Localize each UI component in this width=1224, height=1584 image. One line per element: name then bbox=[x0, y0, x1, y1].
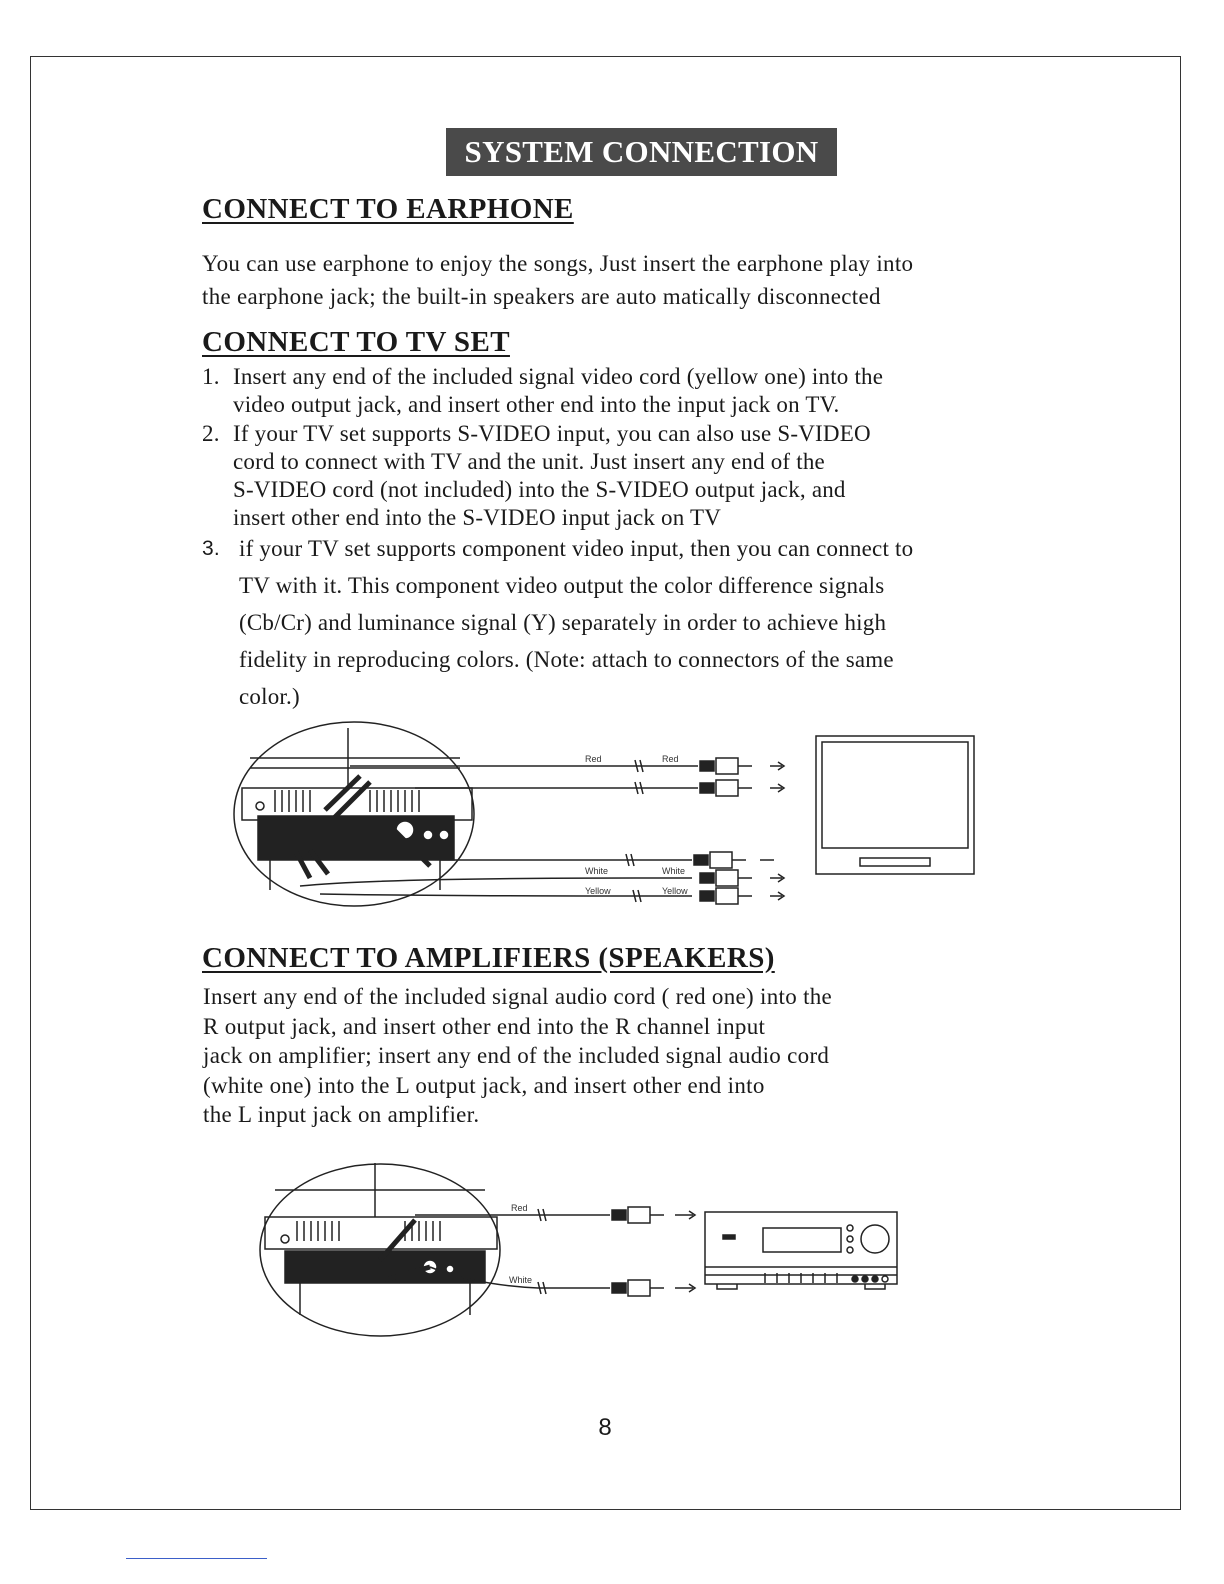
step-line: cord to connect with TV and the unit. Just insert any end of the bbox=[233, 449, 825, 474]
label-red-right: Red bbox=[662, 754, 679, 764]
step-line: S-VIDEO cord (not included) into the S-VIDEO output jack, and bbox=[233, 477, 846, 502]
yellow-cable bbox=[320, 894, 692, 896]
tv-step-1 bbox=[202, 363, 883, 419]
step-line: color.) bbox=[239, 684, 300, 709]
step-line: Insert any end of the included signal video cord (yellow one) into the bbox=[233, 364, 884, 389]
rca-plug-icon bbox=[694, 852, 774, 868]
white-cable-second bbox=[300, 878, 692, 886]
rca-plug-icon bbox=[612, 1207, 695, 1223]
rca-plug-icon bbox=[700, 758, 784, 774]
page-number: 8 bbox=[598, 1414, 612, 1441]
heading-connect-amplifiers: CONNECT TO AMPLIFIERS (SPEAKERS) bbox=[202, 942, 775, 974]
earphone-paragraph bbox=[202, 247, 913, 313]
rca-plug-icon bbox=[612, 1280, 695, 1296]
heading-connect-earphone: CONNECT TO EARPHONE bbox=[202, 193, 574, 225]
footer-rule bbox=[126, 1558, 267, 1559]
step-number: 3. bbox=[202, 537, 220, 560]
step-line: if your TV set supports component video input, then you can connect to bbox=[239, 536, 914, 561]
step-line: fidelity in reproducing colors. (Note: attach to connectors of the same bbox=[239, 647, 894, 672]
label-red-left: Red bbox=[585, 754, 602, 764]
tv-connection-diagram bbox=[230, 718, 990, 914]
television-icon bbox=[816, 736, 974, 874]
label-white-right: White bbox=[662, 866, 686, 876]
amplifiers-line: the L input jack on amplifier. bbox=[203, 1102, 480, 1127]
step-line: video output jack, and insert other end into the input jack on TV. bbox=[233, 392, 840, 417]
step-line: insert other end into the S-VIDEO input jack on TV bbox=[233, 505, 722, 530]
label-white-left: White bbox=[585, 866, 609, 876]
page-title-banner: SYSTEM CONNECTION bbox=[446, 128, 837, 176]
earphone-line: You can use earphone to enjoy the songs, Just insert the earphone play into bbox=[202, 251, 914, 276]
device-back-panel-illustration bbox=[242, 728, 472, 890]
earphone-line: the earphone jack; the built-in speakers are auto matically disconnected bbox=[202, 284, 881, 309]
amplifier-connection-diagram bbox=[255, 1155, 905, 1340]
rca-plug-icon bbox=[700, 870, 784, 886]
tv-step-3 bbox=[202, 530, 913, 715]
label-yellow-right: Yellow bbox=[662, 886, 688, 896]
step-line: (Cb/Cr) and luminance signal (Y) separately in order to achieve high bbox=[239, 610, 887, 635]
step-line: TV with it. This component video output the color difference signals bbox=[239, 573, 885, 598]
heading-connect-tv: CONNECT TO TV SET bbox=[202, 326, 510, 358]
label-red: Red bbox=[511, 1203, 528, 1213]
amplifiers-line: jack on amplifier; insert any end of the included signal audio cord bbox=[203, 1043, 830, 1068]
amplifiers-line: R output jack, and insert other end into the R channel input bbox=[203, 1013, 766, 1039]
rca-plug-icon bbox=[700, 780, 784, 796]
tv-step-2 bbox=[202, 420, 871, 532]
step-number: 1. bbox=[202, 364, 220, 389]
amplifiers-paragraph bbox=[203, 982, 832, 1130]
rca-plug-icon bbox=[700, 888, 784, 904]
amplifiers-line: (white one) into the L output jack, and insert other end into bbox=[203, 1072, 765, 1098]
amplifier-icon bbox=[705, 1212, 897, 1289]
step-line: If your TV set supports S-VIDEO input, you can also use S-VIDEO bbox=[233, 421, 871, 446]
step-number: 2. bbox=[202, 421, 220, 446]
label-yellow-left: Yellow bbox=[585, 886, 611, 896]
amplifiers-line: Insert any end of the included signal audio cord ( red one) into the bbox=[203, 984, 833, 1009]
label-white: White bbox=[509, 1275, 533, 1285]
